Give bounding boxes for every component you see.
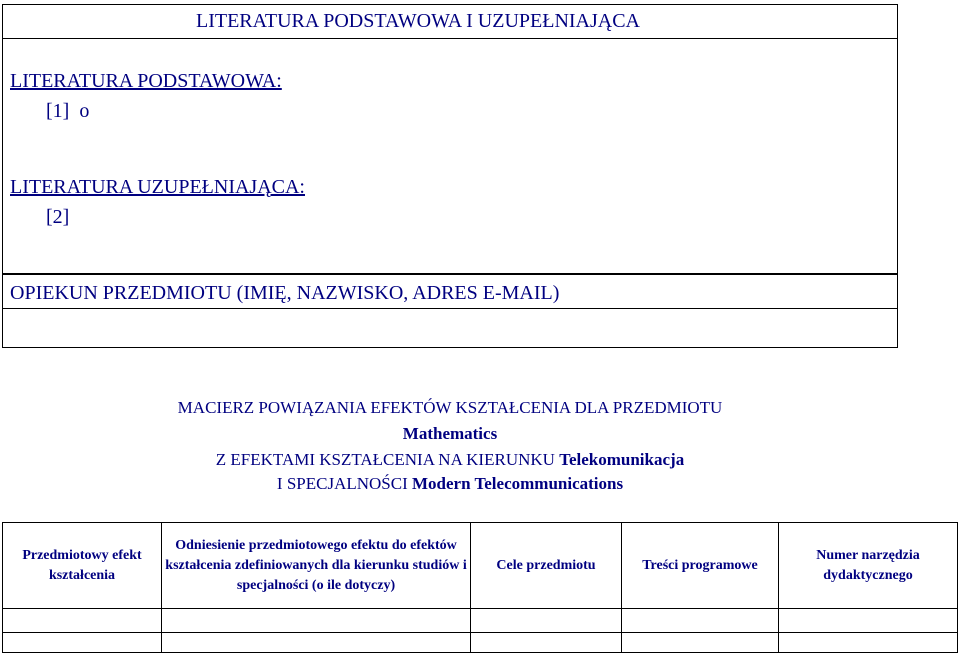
specialty-prefix: I SPECJALNOŚCI bbox=[276, 474, 412, 493]
table-cell bbox=[162, 609, 471, 633]
supervisor-title: OPIEKUN PRZEDMIOTU (IMIĘ, NAZWISKO, ADRES E-MAIL) bbox=[10, 282, 560, 304]
literature-box bbox=[2, 4, 898, 274]
matrix-table bbox=[2, 522, 958, 653]
field-prefix: Z EFEKTAMI KSZTAŁCENIA NA KIERUNKU bbox=[215, 450, 560, 469]
matrix-header-row bbox=[3, 523, 958, 609]
table-row bbox=[3, 609, 958, 633]
table-cell bbox=[779, 633, 958, 653]
literature-title: LITERATURA PODSTAWOWA I UZUPEŁNIAJĄCA bbox=[196, 10, 641, 32]
table-cell bbox=[162, 633, 471, 653]
matrix-heading-line3 bbox=[0, 450, 900, 470]
table-cell bbox=[622, 633, 779, 653]
table-cell bbox=[471, 609, 622, 633]
basic-literature-item: [1] o bbox=[46, 100, 90, 122]
supervisor-title-divider bbox=[2, 308, 898, 309]
table-cell bbox=[779, 609, 958, 633]
specialty-name: Modern Telecommunications bbox=[412, 474, 624, 493]
literature-title-divider bbox=[2, 38, 898, 39]
table-cell bbox=[622, 609, 779, 633]
matrix-heading-line4 bbox=[0, 474, 900, 494]
header-course-effect: Przedmiotowy efekt kształcenia bbox=[3, 523, 162, 609]
header-program-content: Treści programowe bbox=[622, 523, 779, 609]
table-cell bbox=[471, 633, 622, 653]
matrix-heading-course bbox=[0, 424, 900, 444]
field-name: Telekomunikacja bbox=[559, 450, 685, 469]
supplementary-literature-label: LITERATURA UZUPEŁNIAJĄCA: bbox=[10, 176, 305, 198]
matrix-heading-line1: MACIERZ POWIĄZANIA EFEKTÓW KSZTAŁCENIA DLA PRZEDMIOTU bbox=[177, 398, 723, 417]
supplementary-literature-item: [2] bbox=[46, 206, 70, 228]
table-row bbox=[3, 633, 958, 653]
table-cell bbox=[3, 609, 162, 633]
header-tool-number: Numer narzędzia dydaktycznego bbox=[779, 523, 958, 609]
table-cell bbox=[3, 633, 162, 653]
basic-literature-label: LITERATURA PODSTAWOWA: bbox=[10, 70, 282, 92]
course-name: Mathematics bbox=[402, 424, 498, 443]
header-field-effect-reference: Odniesienie przedmiotowego efektu do efektów kształcenia zdefiniowanych dla kierunku studiów i specjalności (o ile dotyczy) bbox=[162, 523, 471, 609]
header-course-goals: Cele przedmiotu bbox=[471, 523, 622, 609]
